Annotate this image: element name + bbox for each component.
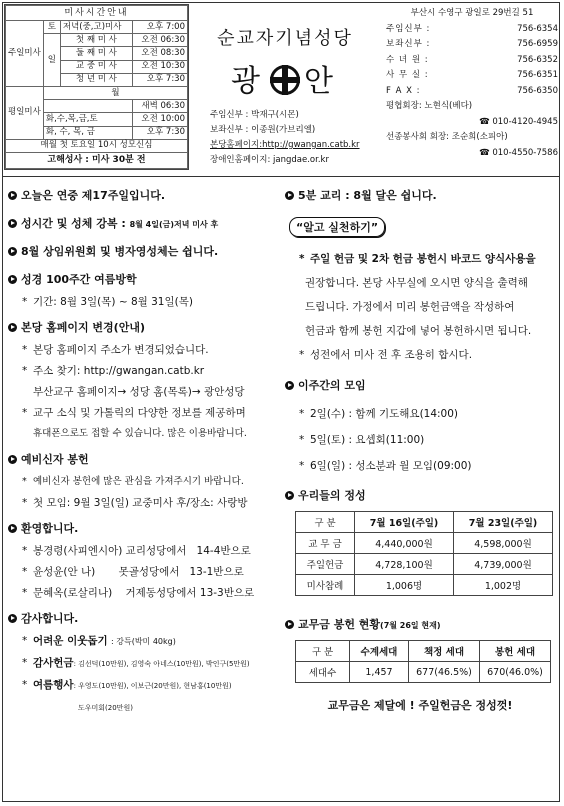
bullet-icon	[285, 381, 294, 390]
notice-item: * 봉경령(사피엔시아) 교리성당에서 14-4반으로	[22, 545, 251, 557]
notice-item: * 교구 소식 및 가톨릭의 다양한 정보를 제공하며	[22, 407, 246, 419]
sunday-label: 일	[43, 34, 60, 87]
bullet-icon	[8, 219, 17, 228]
confession-note: 고해성사 : 미사 30분 전	[6, 152, 188, 168]
meeting-item: * 6일(일) : 성소분과 월 모임(09:00)	[299, 460, 472, 472]
homepage-link[interactable]: 본당홈페이지:http://gwangan.catb.kr	[210, 140, 360, 150]
notice-item: * 예비신자 봉헌에 많은 관심을 가져주시기 바랍니다.	[22, 476, 244, 487]
mass-name: 청 년 미 사	[60, 73, 132, 86]
table-row: 주일헌금 4,728,100원 4,739,000원	[296, 554, 553, 575]
notice-item[interactable]: * 주소 찾기: http://gwangan.catb.kr	[22, 365, 205, 377]
contact-info	[386, 6, 558, 161]
title-subtitle: 순교자기념성당	[217, 28, 353, 49]
table-cell: 7월 23일(주일)	[454, 512, 553, 533]
bulletin-body	[2, 176, 560, 803]
title-main: 광 안	[231, 64, 339, 99]
bullet-icon	[285, 491, 294, 500]
first-saturday: 매월 첫 토요일 10시 성모신심	[6, 139, 188, 152]
mass-time: 새벽 06:30	[132, 100, 187, 113]
left-column	[8, 187, 278, 722]
mass-schedule	[4, 4, 189, 170]
cross-logo-icon	[270, 65, 300, 95]
schedule-header: 미사시간안내	[6, 6, 188, 21]
notice-heading: 감사합니다.	[8, 610, 278, 626]
notice-item: * 어려운 이웃돕기 : 강득(박미 40kg)	[22, 635, 176, 647]
notice-heading: 오늘은 연중 제17주일입니다.	[8, 187, 278, 203]
table-header: 구 분 수계세대 책정 세대 봉헌 세대	[296, 641, 551, 662]
notice-item: 헌금과 함께 봉헌 지갑에 넣어 봉헌하시면 됩니다.	[305, 325, 532, 337]
meeting-item: * 5일(토) : 요셉회(11:00)	[299, 434, 425, 446]
notice-item: 도우미회(20만원)	[78, 704, 133, 712]
mass-time: 오후 7:30	[132, 73, 187, 86]
bullet-icon	[8, 323, 17, 332]
notice-heading: 8월 상임위원회 및 병자영성체는 쉽니다.	[8, 243, 278, 259]
notice-item: * 기간: 8월 3일(목) ~ 8월 31일(목)	[22, 296, 193, 308]
notice-item: * 주일 헌금 및 2차 헌금 봉헌시 바코드 양식사용을	[299, 253, 536, 265]
offering-table	[295, 511, 553, 596]
bulletin-title	[190, 4, 380, 106]
practice-box: “알고 실천하기”	[289, 217, 385, 237]
mass-time: 오후 7:00	[132, 21, 187, 34]
notice-heading: 이주간의 모임	[285, 377, 555, 393]
council-tel: ☎ 010-4120-4945	[479, 116, 558, 127]
society-tel: ☎ 010-4550-7586	[479, 147, 558, 158]
sunday-mass-label: 주일미사	[6, 21, 44, 87]
table-cell: 구 분	[296, 512, 355, 533]
mass-name: 첫 째 미 사	[60, 34, 132, 47]
notice-item: 드립니다. 가정에서 미리 봉헌금액을 작성하여	[305, 301, 515, 313]
notice-heading: 5분 교리 : 8월 달은 쉽니다.	[285, 187, 555, 203]
bullet-icon	[8, 455, 17, 464]
contact-row: F A X : 756-6350	[386, 85, 558, 96]
notice-heading: 성시간 및 성체 강복 : 8월 4일(금)저녁 미사 후	[8, 215, 278, 231]
society-president: 선종봉사회 회장: 조순희(소피아)	[386, 132, 508, 142]
mass-name	[43, 100, 132, 113]
notice-heading: 우리들의 정성	[285, 487, 555, 503]
notice-item: 권장합니다. 본당 사무실에 오시면 양식을 출력해	[305, 277, 528, 289]
notice-heading: 예비신자 봉헌	[8, 451, 278, 467]
weekday-mass-label: 평일미사	[6, 86, 44, 139]
notice-item: 휴대폰으로도 접할 수 있습니다. 많은 이용바랍니다.	[33, 428, 247, 439]
contact-row: 사 무 실 : 756-6351	[386, 70, 558, 80]
saturday-label: 토	[43, 21, 60, 34]
notice-item: * 여름행사: 우영도(10만원), 이보근(20만원), 현남홍(10만원)	[22, 679, 232, 691]
mass-time: 오전 10:00	[132, 113, 187, 126]
mass-time: 오전 08:30	[132, 47, 187, 60]
mass-time: 오후 7:30	[132, 126, 187, 139]
notice-item: * 윤성윤(안 나) 못골성당에서 13-1반으로	[22, 566, 244, 578]
mass-name: 둘 째 미 사	[60, 47, 132, 60]
mass-name: 화, 수, 목, 금	[43, 126, 132, 139]
mass-name: 교 중 미 사	[60, 60, 132, 73]
staff-info	[210, 108, 385, 168]
assistant-pastor: 보좌신부 : 이종원(가브리엘)	[210, 125, 316, 135]
contact-row: 보좌신부 : 756-6959	[386, 39, 558, 49]
notice-heading: 환영합니다.	[8, 520, 278, 536]
notice-item: * 본당 홈페이지 주소가 변경되었습니다.	[22, 344, 209, 356]
homepage2-link[interactable]: 장애인홈페이지: jangdae.or.kr	[210, 155, 329, 165]
meeting-item: * 2일(수) : 함께 기도해요(14:00)	[299, 408, 459, 420]
notice-heading: 성경 100주간 여름방학	[8, 271, 278, 287]
notice-heading: 교무금 봉헌 현황(7월 26일 현재)	[285, 616, 555, 632]
bottom-slogan: 교무금은 제달에 ! 주일헌금은 정성껏!	[327, 699, 513, 712]
bullet-icon	[285, 191, 294, 200]
bullet-icon	[8, 524, 17, 533]
tithe-table	[295, 640, 551, 683]
notice-item: 부산교구 홈페이지→ 성당 홈(목록)→ 광안성당	[33, 386, 245, 398]
mass-name: 저녁(중,고)미사	[60, 21, 132, 34]
pastor: 주임신부 : 박재구(시몬)	[210, 110, 299, 120]
notice-item: * 첫 모임: 9월 3일(일) 교중미사 후/장소: 사랑방	[22, 497, 248, 509]
notice-item: * 감사헌금: 김선덕(10만원), 김영숙 아네스(10만원), 박인구(5만원)	[22, 657, 250, 669]
table-row: 세대수 1,457 677(46.5%) 670(46.0%)	[296, 662, 551, 683]
bullet-icon	[8, 247, 17, 256]
bullet-icon	[8, 614, 17, 623]
table-header	[296, 512, 553, 533]
bullet-icon	[285, 620, 294, 629]
notice-item: * 성전에서 미사 전 후 조용히 합시다.	[299, 349, 473, 361]
mass-time: 오전 10:30	[132, 60, 187, 73]
bullet-icon	[8, 191, 17, 200]
right-column	[285, 187, 555, 713]
notice-item: * 문혜옥(로살리나) 거제동성당에서 13-3반으로	[22, 587, 255, 599]
bullet-icon	[8, 275, 17, 284]
table-row: 미사참례 1,006명 1,002명	[296, 575, 553, 596]
mass-time: 오전 06:30	[132, 34, 187, 47]
address: 부산시 수영구 광일로 29번길 51	[410, 8, 534, 18]
mass-name: 화,수,목,금,토	[43, 113, 132, 126]
monday-label: 월	[43, 86, 187, 99]
contact-row: 주임신부 : 756-6354	[386, 23, 558, 34]
notice-heading: 본당 홈페이지 변경(안내)	[8, 319, 278, 335]
table-row: 교 무 금 4,440,000원 4,598,000원	[296, 533, 553, 554]
table-cell: 7월 16일(주일)	[355, 512, 454, 533]
council-president: 평협회장: 노현식(베다)	[386, 101, 473, 111]
contact-row: 수 녀 원 : 756-6352	[386, 54, 558, 65]
